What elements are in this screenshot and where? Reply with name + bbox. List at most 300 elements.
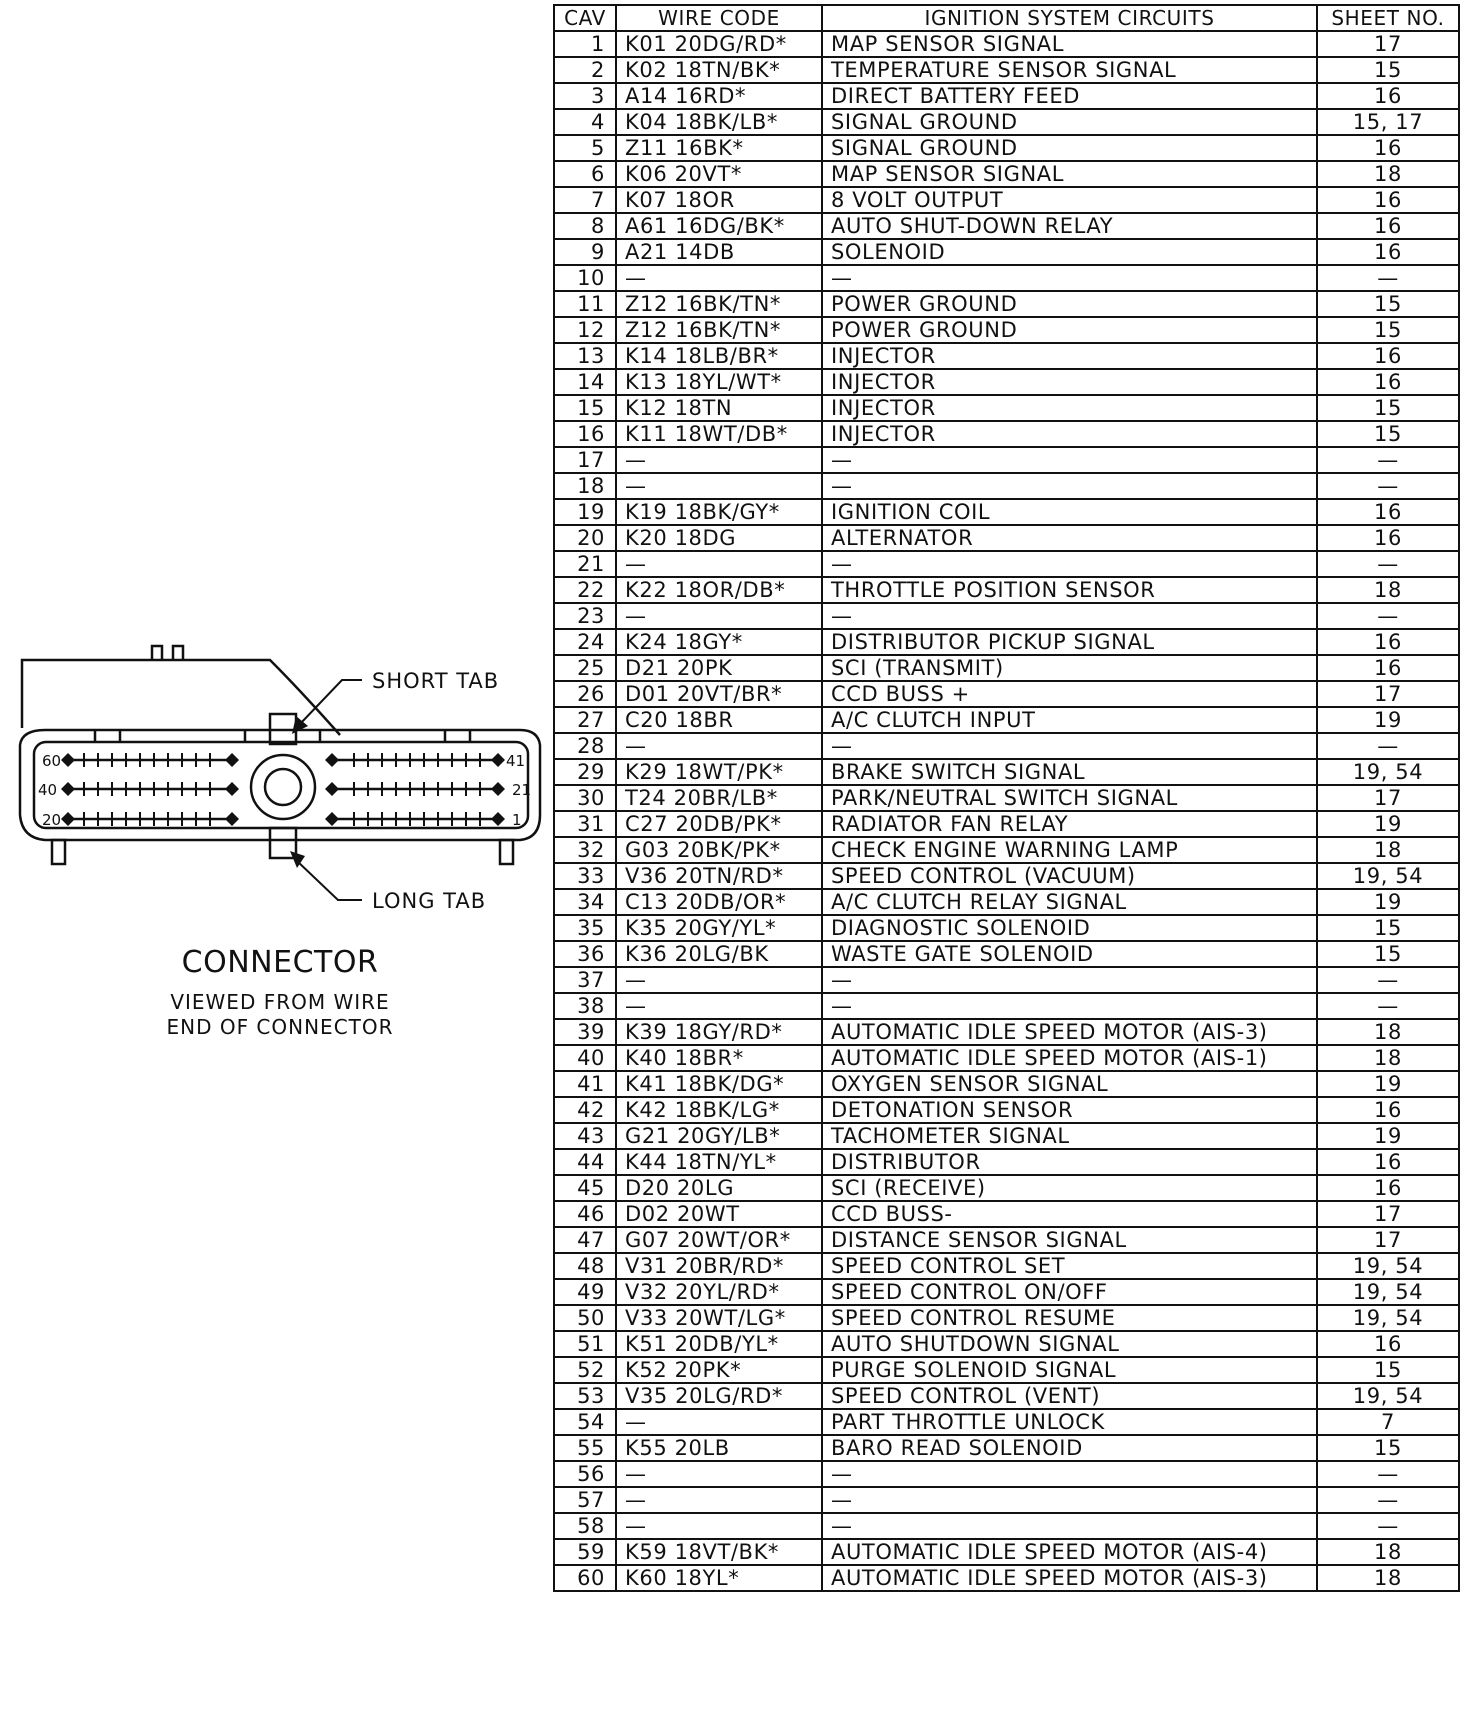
cell-circuit: SPEED CONTROL SET: [822, 1253, 1317, 1279]
cell-cav: 31: [554, 811, 616, 837]
cell-sheet: 19: [1317, 1071, 1459, 1097]
cell-wire: C20 18BR: [616, 707, 822, 733]
cell-cav: 22: [554, 577, 616, 603]
table-row: [554, 343, 1459, 369]
cell-circuit: DISTANCE SENSOR SIGNAL: [822, 1227, 1317, 1253]
connector-subtitle-1: VIEWED FROM WIRE: [170, 990, 390, 1014]
table-row: [554, 551, 1459, 577]
cell-sheet: 17: [1317, 31, 1459, 57]
pin-label-41: 41: [506, 752, 526, 770]
cell-sheet: 16: [1317, 83, 1459, 109]
cell-sheet: 18: [1317, 1045, 1459, 1071]
table-row: [554, 1539, 1459, 1565]
cell-circuit: SIGNAL GROUND: [822, 135, 1317, 161]
pin-label-40: 40: [38, 781, 58, 799]
cell-circuit: IGNITION COIL: [822, 499, 1317, 525]
cell-circuit: —: [822, 1461, 1317, 1487]
cell-sheet: 17: [1317, 681, 1459, 707]
cell-cav: 36: [554, 941, 616, 967]
cell-wire: K35 20GY/YL*: [616, 915, 822, 941]
cell-wire: —: [616, 551, 822, 577]
cell-circuit: BARO READ SOLENOID: [822, 1435, 1317, 1461]
table-row: [554, 1227, 1459, 1253]
cell-circuit: SOLENOID: [822, 239, 1317, 265]
cell-cav: 20: [554, 525, 616, 551]
cell-sheet: 19, 54: [1317, 759, 1459, 785]
table-row: [554, 473, 1459, 499]
table-row: [554, 525, 1459, 551]
cell-cav: 51: [554, 1331, 616, 1357]
table-row: [554, 499, 1459, 525]
cell-sheet: 16: [1317, 1331, 1459, 1357]
cell-wire: —: [616, 265, 822, 291]
cell-sheet: —: [1317, 993, 1459, 1019]
pin-label-20: 20: [42, 811, 62, 829]
cell-wire: D21 20PK: [616, 655, 822, 681]
table-row: [554, 1097, 1459, 1123]
cell-wire: K02 18TN/BK*: [616, 57, 822, 83]
cell-wire: V35 20LG/RD*: [616, 1383, 822, 1409]
top-notches: [95, 730, 470, 742]
cell-circuit: —: [822, 1487, 1317, 1513]
cell-wire: —: [616, 1487, 822, 1513]
cell-circuit: SCI (TRANSMIT): [822, 655, 1317, 681]
table-row: [554, 291, 1459, 317]
table-row: [554, 1071, 1459, 1097]
cell-cav: 10: [554, 265, 616, 291]
cell-circuit: CHECK ENGINE WARNING LAMP: [822, 837, 1317, 863]
cell-cav: 28: [554, 733, 616, 759]
cell-cav: 53: [554, 1383, 616, 1409]
table-row: [554, 681, 1459, 707]
cell-circuit: AUTO SHUTDOWN SIGNAL: [822, 1331, 1317, 1357]
cell-sheet: 16: [1317, 239, 1459, 265]
cell-cav: 2: [554, 57, 616, 83]
short-tab-label: SHORT TAB: [372, 669, 500, 693]
long-tab-leader: [296, 860, 362, 900]
cell-circuit: INJECTOR: [822, 369, 1317, 395]
cell-cav: 32: [554, 837, 616, 863]
table-row: [554, 759, 1459, 785]
cell-wire: K22 18OR/DB*: [616, 577, 822, 603]
cell-sheet: 7: [1317, 1409, 1459, 1435]
cell-cav: 43: [554, 1123, 616, 1149]
cell-sheet: 19, 54: [1317, 863, 1459, 889]
cell-wire: K06 20VT*: [616, 161, 822, 187]
cell-circuit: WASTE GATE SOLENOID: [822, 941, 1317, 967]
cell-sheet: —: [1317, 967, 1459, 993]
cell-circuit: AUTOMATIC IDLE SPEED MOTOR (AIS-3): [822, 1019, 1317, 1045]
cell-cav: 57: [554, 1487, 616, 1513]
cell-cav: 8: [554, 213, 616, 239]
cell-circuit: TEMPERATURE SENSOR SIGNAL: [822, 57, 1317, 83]
cell-cav: 15: [554, 395, 616, 421]
cell-cav: 48: [554, 1253, 616, 1279]
cell-circuit: —: [822, 551, 1317, 577]
cell-cav: 60: [554, 1565, 616, 1591]
table-row: [554, 577, 1459, 603]
cell-cav: 25: [554, 655, 616, 681]
table-row: [554, 317, 1459, 343]
cell-wire: —: [616, 993, 822, 1019]
cell-sheet: 19, 54: [1317, 1305, 1459, 1331]
cell-circuit: CCD BUSS-: [822, 1201, 1317, 1227]
cell-wire: K51 20DB/YL*: [616, 1331, 822, 1357]
table-row: [554, 785, 1459, 811]
cell-circuit: AUTO SHUT-DOWN RELAY: [822, 213, 1317, 239]
cell-cav: 52: [554, 1357, 616, 1383]
table-row: [554, 31, 1459, 57]
cell-wire: V31 20BR/RD*: [616, 1253, 822, 1279]
cell-circuit: —: [822, 733, 1317, 759]
cell-cav: 35: [554, 915, 616, 941]
cell-wire: K19 18BK/GY*: [616, 499, 822, 525]
cell-sheet: 18: [1317, 1019, 1459, 1045]
cell-circuit: —: [822, 993, 1317, 1019]
cell-sheet: —: [1317, 551, 1459, 577]
cell-cav: 24: [554, 629, 616, 655]
table-row: [554, 239, 1459, 265]
cell-sheet: —: [1317, 447, 1459, 473]
table-row: [554, 603, 1459, 629]
cell-sheet: 15: [1317, 57, 1459, 83]
cell-cav: 39: [554, 1019, 616, 1045]
cell-circuit: ALTERNATOR: [822, 525, 1317, 551]
cell-circuit: 8 VOLT OUTPUT: [822, 187, 1317, 213]
cell-wire: —: [616, 447, 822, 473]
table-row: [554, 161, 1459, 187]
cell-cav: 49: [554, 1279, 616, 1305]
table-row: [554, 265, 1459, 291]
table-row: [554, 421, 1459, 447]
table-row: [554, 837, 1459, 863]
housing-outline: [22, 660, 340, 735]
cell-cav: 58: [554, 1513, 616, 1539]
cell-wire: D02 20WT: [616, 1201, 822, 1227]
cell-sheet: 16: [1317, 1175, 1459, 1201]
cell-cav: 47: [554, 1227, 616, 1253]
cell-circuit: INJECTOR: [822, 395, 1317, 421]
cell-cav: 4: [554, 109, 616, 135]
cell-sheet: 16: [1317, 187, 1459, 213]
cell-wire: G07 20WT/OR*: [616, 1227, 822, 1253]
cell-wire: K52 20PK*: [616, 1357, 822, 1383]
table-row: [554, 1175, 1459, 1201]
table-row: [554, 1461, 1459, 1487]
cell-circuit: —: [822, 1513, 1317, 1539]
cell-circuit: PART THROTTLE UNLOCK: [822, 1409, 1317, 1435]
pin-label-1: 1: [512, 811, 522, 829]
cell-cav: 29: [554, 759, 616, 785]
cell-sheet: 15: [1317, 317, 1459, 343]
cell-circuit: AUTOMATIC IDLE SPEED MOTOR (AIS-1): [822, 1045, 1317, 1071]
table-row: [554, 1487, 1459, 1513]
table-row: [554, 1279, 1459, 1305]
table-row: [554, 629, 1459, 655]
table-row: [554, 1513, 1459, 1539]
center-post-outer: [251, 755, 315, 819]
cell-sheet: 15: [1317, 291, 1459, 317]
cell-circuit: —: [822, 603, 1317, 629]
header-cav: CAV: [554, 5, 616, 31]
table-row: [554, 941, 1459, 967]
table-row: [554, 655, 1459, 681]
cell-wire: V36 20TN/RD*: [616, 863, 822, 889]
table-row: [554, 967, 1459, 993]
cell-circuit: DETONATION SENSOR: [822, 1097, 1317, 1123]
cell-wire: —: [616, 473, 822, 499]
cell-cav: 26: [554, 681, 616, 707]
cell-circuit: MAP SENSOR SIGNAL: [822, 161, 1317, 187]
table-row: [554, 187, 1459, 213]
cell-sheet: —: [1317, 473, 1459, 499]
cell-sheet: 16: [1317, 213, 1459, 239]
connector-title: CONNECTOR: [181, 945, 379, 980]
table-row: [554, 369, 1459, 395]
cell-wire: K41 18BK/DG*: [616, 1071, 822, 1097]
table-row: [554, 1045, 1459, 1071]
cell-circuit: DISTRIBUTOR PICKUP SIGNAL: [822, 629, 1317, 655]
cell-cav: 13: [554, 343, 616, 369]
cell-wire: K24 18GY*: [616, 629, 822, 655]
table-row: [554, 57, 1459, 83]
cell-circuit: PURGE SOLENOID SIGNAL: [822, 1357, 1317, 1383]
cell-circuit: MAP SENSOR SIGNAL: [822, 31, 1317, 57]
cell-cav: 27: [554, 707, 616, 733]
table-row: [554, 395, 1459, 421]
cell-sheet: 17: [1317, 785, 1459, 811]
cell-circuit: SPEED CONTROL (VENT): [822, 1383, 1317, 1409]
cell-circuit: SCI (RECEIVE): [822, 1175, 1317, 1201]
cell-sheet: 19, 54: [1317, 1279, 1459, 1305]
cell-cav: 9: [554, 239, 616, 265]
cell-wire: V32 20YL/RD*: [616, 1279, 822, 1305]
cell-sheet: 15: [1317, 1357, 1459, 1383]
cell-sheet: 16: [1317, 135, 1459, 161]
table-row: [554, 109, 1459, 135]
cell-wire: K20 18DG: [616, 525, 822, 551]
cell-cav: 14: [554, 369, 616, 395]
cell-circuit: —: [822, 447, 1317, 473]
cell-cav: 6: [554, 161, 616, 187]
table-row: [554, 1305, 1459, 1331]
cell-cav: 5: [554, 135, 616, 161]
cell-cav: 19: [554, 499, 616, 525]
cell-wire: A61 16DG/BK*: [616, 213, 822, 239]
cell-circuit: RADIATOR FAN RELAY: [822, 811, 1317, 837]
cell-sheet: 19: [1317, 707, 1459, 733]
cell-sheet: 16: [1317, 343, 1459, 369]
cell-wire: K29 18WT/PK*: [616, 759, 822, 785]
cell-cav: 12: [554, 317, 616, 343]
pin-label-60: 60: [42, 752, 62, 770]
cell-sheet: 15: [1317, 915, 1459, 941]
cell-wire: K60 18YL*: [616, 1565, 822, 1591]
table-row: [554, 1253, 1459, 1279]
cell-wire: D20 20LG: [616, 1175, 822, 1201]
cell-wire: T24 20BR/LB*: [616, 785, 822, 811]
cell-wire: —: [616, 1409, 822, 1435]
table-row: [554, 1201, 1459, 1227]
cell-sheet: 15: [1317, 421, 1459, 447]
cell-wire: —: [616, 967, 822, 993]
cell-sheet: 19: [1317, 889, 1459, 915]
cell-wire: —: [616, 1461, 822, 1487]
header-wire-code: WIRE CODE: [616, 5, 822, 31]
cell-wire: G03 20BK/PK*: [616, 837, 822, 863]
cell-sheet: 19: [1317, 811, 1459, 837]
pin-label-21: 21: [512, 781, 532, 799]
cell-wire: —: [616, 1513, 822, 1539]
cell-wire: K11 18WT/DB*: [616, 421, 822, 447]
cell-wire: K04 18BK/LB*: [616, 109, 822, 135]
cell-cav: 38: [554, 993, 616, 1019]
table-row: [554, 1019, 1459, 1045]
cell-wire: A14 16RD*: [616, 83, 822, 109]
cell-circuit: POWER GROUND: [822, 317, 1317, 343]
cell-circuit: THROTTLE POSITION SENSOR: [822, 577, 1317, 603]
cell-circuit: AUTOMATIC IDLE SPEED MOTOR (AIS-4): [822, 1539, 1317, 1565]
foot-right: [500, 840, 513, 864]
cell-sheet: 16: [1317, 1097, 1459, 1123]
table-row: [554, 135, 1459, 161]
cell-circuit: SPEED CONTROL ON/OFF: [822, 1279, 1317, 1305]
table-row: [554, 863, 1459, 889]
cell-circuit: DIRECT BATTERY FEED: [822, 83, 1317, 109]
cell-circuit: PARK/NEUTRAL SWITCH SIGNAL: [822, 785, 1317, 811]
cell-wire: C13 20DB/OR*: [616, 889, 822, 915]
cell-circuit: DIAGNOSTIC SOLENOID: [822, 915, 1317, 941]
foot-left: [52, 840, 65, 864]
cell-wire: K44 18TN/YL*: [616, 1149, 822, 1175]
cell-sheet: 17: [1317, 1227, 1459, 1253]
cell-sheet: 16: [1317, 655, 1459, 681]
cell-sheet: 18: [1317, 577, 1459, 603]
table-row: [554, 889, 1459, 915]
cell-wire: K39 18GY/RD*: [616, 1019, 822, 1045]
cell-sheet: 19, 54: [1317, 1383, 1459, 1409]
cell-cav: 37: [554, 967, 616, 993]
top-tabs: [152, 646, 183, 660]
cell-cav: 44: [554, 1149, 616, 1175]
connector-diagram: [0, 0, 560, 1100]
cell-cav: 16: [554, 421, 616, 447]
cell-wire: Z11 16BK*: [616, 135, 822, 161]
cell-circuit: SPEED CONTROL RESUME: [822, 1305, 1317, 1331]
table-row: [554, 733, 1459, 759]
cell-circuit: DISTRIBUTOR: [822, 1149, 1317, 1175]
cell-sheet: 15: [1317, 1435, 1459, 1461]
center-post-inner: [265, 769, 301, 805]
cell-circuit: —: [822, 473, 1317, 499]
cell-circuit: AUTOMATIC IDLE SPEED MOTOR (AIS-3): [822, 1565, 1317, 1591]
cell-cav: 17: [554, 447, 616, 473]
connector-caption: [60, 945, 500, 1040]
table-row: [554, 1409, 1459, 1435]
cell-cav: 11: [554, 291, 616, 317]
cell-sheet: 18: [1317, 837, 1459, 863]
cell-circuit: TACHOMETER SIGNAL: [822, 1123, 1317, 1149]
cell-cav: 59: [554, 1539, 616, 1565]
table-row: [554, 993, 1459, 1019]
cell-wire: V33 20WT/LG*: [616, 1305, 822, 1331]
cell-sheet: —: [1317, 1487, 1459, 1513]
header-sheet-no: SHEET NO.: [1317, 5, 1459, 31]
cell-sheet: 16: [1317, 525, 1459, 551]
cell-wire: K12 18TN: [616, 395, 822, 421]
cell-sheet: —: [1317, 603, 1459, 629]
cell-sheet: 15: [1317, 395, 1459, 421]
cell-wire: D01 20VT/BR*: [616, 681, 822, 707]
cell-circuit: A/C CLUTCH RELAY SIGNAL: [822, 889, 1317, 915]
cell-circuit: —: [822, 265, 1317, 291]
cell-sheet: 16: [1317, 369, 1459, 395]
cell-wire: C27 20DB/PK*: [616, 811, 822, 837]
cell-cav: 33: [554, 863, 616, 889]
cell-sheet: 18: [1317, 1565, 1459, 1591]
table-row: [554, 707, 1459, 733]
cell-circuit: OXYGEN SENSOR SIGNAL: [822, 1071, 1317, 1097]
table-row: [554, 811, 1459, 837]
table-row: [554, 1331, 1459, 1357]
cell-circuit: A/C CLUTCH INPUT: [822, 707, 1317, 733]
cell-cav: 54: [554, 1409, 616, 1435]
cell-cav: 45: [554, 1175, 616, 1201]
cell-circuit: INJECTOR: [822, 421, 1317, 447]
cell-cav: 3: [554, 83, 616, 109]
cell-sheet: —: [1317, 733, 1459, 759]
cell-wire: G21 20GY/LB*: [616, 1123, 822, 1149]
cell-wire: K42 18BK/LG*: [616, 1097, 822, 1123]
cell-wire: K01 20DG/RD*: [616, 31, 822, 57]
cell-circuit: SIGNAL GROUND: [822, 109, 1317, 135]
cell-cav: 42: [554, 1097, 616, 1123]
cell-wire: K07 18OR: [616, 187, 822, 213]
cell-sheet: —: [1317, 265, 1459, 291]
cell-circuit: —: [822, 967, 1317, 993]
cell-circuit: INJECTOR: [822, 343, 1317, 369]
cell-circuit: CCD BUSS +: [822, 681, 1317, 707]
cell-wire: K14 18LB/BR*: [616, 343, 822, 369]
cell-wire: Z12 16BK/TN*: [616, 317, 822, 343]
cell-sheet: 16: [1317, 1149, 1459, 1175]
cell-cav: 7: [554, 187, 616, 213]
cell-cav: 50: [554, 1305, 616, 1331]
connector-subtitle-2: END OF CONNECTOR: [166, 1015, 394, 1039]
cell-cav: 46: [554, 1201, 616, 1227]
cell-cav: 41: [554, 1071, 616, 1097]
cell-sheet: —: [1317, 1461, 1459, 1487]
cell-sheet: 19, 54: [1317, 1253, 1459, 1279]
cell-cav: 21: [554, 551, 616, 577]
table-row: [554, 915, 1459, 941]
table-row: [554, 83, 1459, 109]
circuit-table: [553, 4, 1460, 1592]
table-row: [554, 447, 1459, 473]
cell-sheet: 18: [1317, 161, 1459, 187]
table-row: [554, 213, 1459, 239]
table-row: [554, 1435, 1459, 1461]
cell-wire: —: [616, 733, 822, 759]
long-tab-label: LONG TAB: [372, 889, 487, 913]
cell-wire: K59 18VT/BK*: [616, 1539, 822, 1565]
table-row: [554, 1123, 1459, 1149]
cell-wire: K13 18YL/WT*: [616, 369, 822, 395]
cell-sheet: 15, 17: [1317, 109, 1459, 135]
cell-cav: 34: [554, 889, 616, 915]
cell-wire: Z12 16BK/TN*: [616, 291, 822, 317]
cell-circuit: POWER GROUND: [822, 291, 1317, 317]
